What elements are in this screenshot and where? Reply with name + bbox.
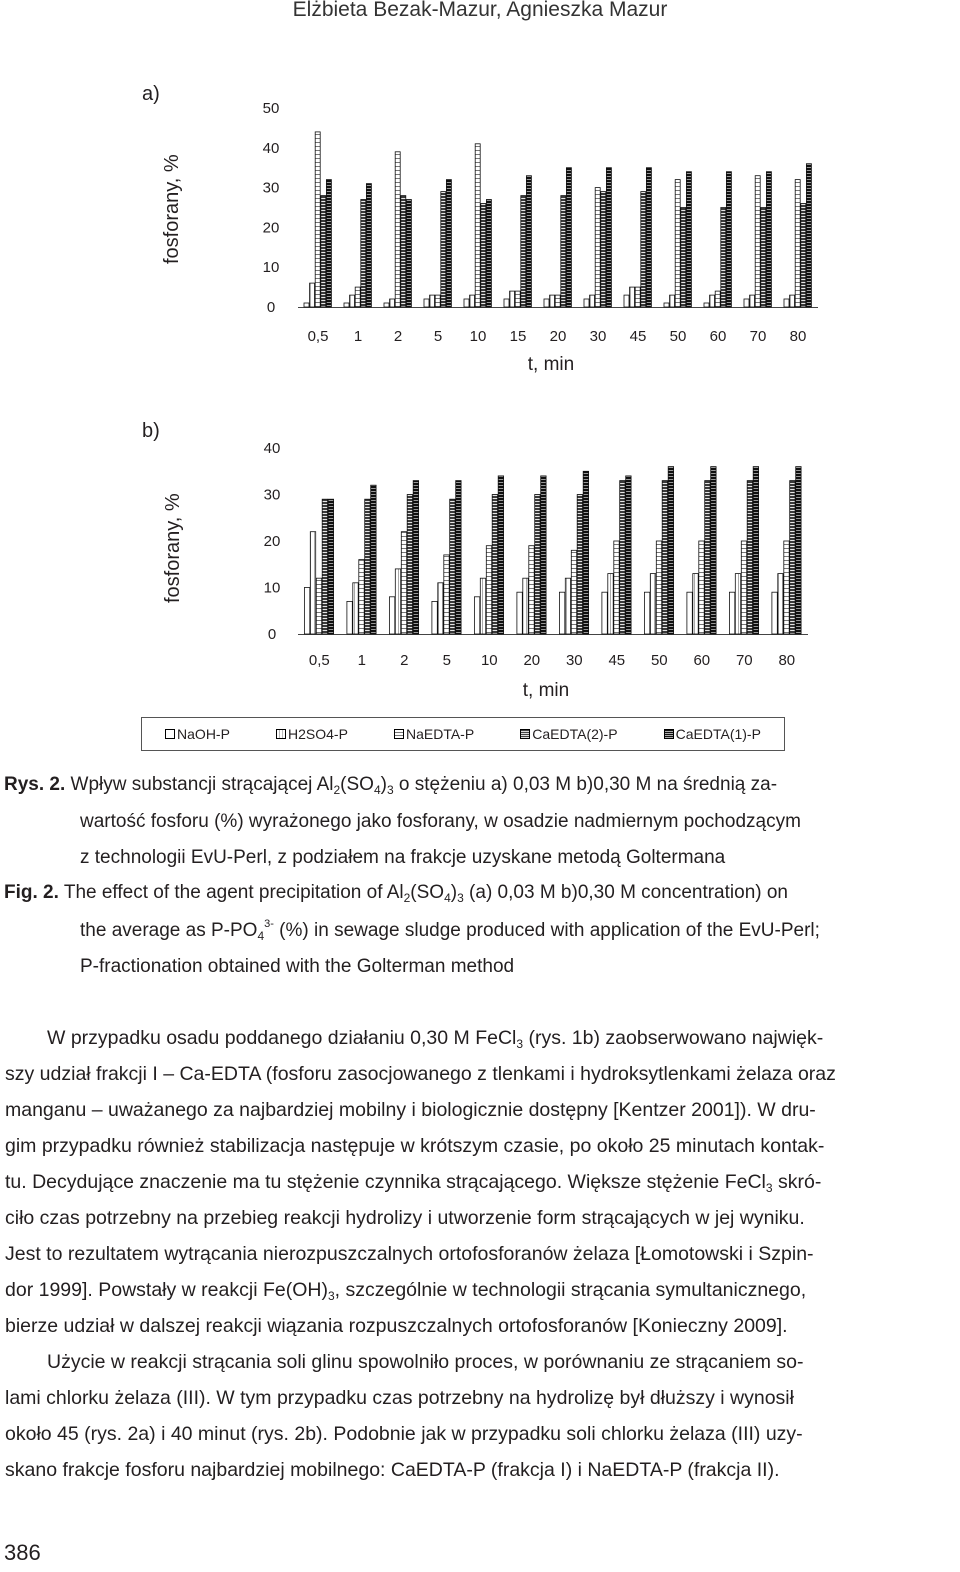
legend-swatch (276, 729, 286, 739)
bar-caedta-2-p (535, 495, 540, 635)
caption-en-line-3: P-fractionation obtained with the Golterman method (80, 956, 515, 977)
bar-naoh-p (347, 601, 352, 634)
legend-swatch (664, 729, 674, 739)
bar-naedta-p (614, 541, 619, 634)
bar-caedta-1-p (686, 172, 691, 307)
body-p1-line-8 (5, 1281, 955, 1301)
legend-swatch (520, 729, 530, 739)
bar-naedta-p (316, 578, 321, 634)
x-axis-title: t, min (527, 354, 575, 375)
legend-label: NaOH-P (177, 726, 230, 742)
bar-naoh-p (729, 592, 734, 634)
caption-text: Wpływ substancji strącającej Al (70, 774, 334, 795)
bar-naoh-p (704, 303, 709, 307)
bar-naoh-p (772, 592, 777, 634)
bar-h2so4-p (630, 287, 635, 307)
caption-superscript: 3- (264, 918, 274, 930)
page-number: 386 (4, 1540, 41, 1565)
bar-caedta-1-p (796, 467, 801, 634)
bar-naedta-p (635, 287, 640, 307)
bar-caedta-2-p (407, 495, 412, 635)
body-text: (rys. 1b) zaobserwowano najwięk- (523, 1027, 824, 1049)
bar-caedta-1-p (366, 184, 371, 307)
bar-h2so4-p (353, 583, 358, 634)
x-tick-label: 15 (509, 328, 527, 345)
bar-naedta-p (784, 541, 789, 634)
bar-h2so4-p (550, 295, 555, 307)
body-p2-line-1: Użycie w reakcji strącania soli glinu spowolniło proces, w porównaniu ze strącaniem so- (47, 1351, 804, 1373)
y-tick-label: 30 (263, 486, 281, 504)
caption-text: (%) in sewage sludge produced with application of the EvU-Perl; (273, 920, 820, 941)
bar-caedta-1-p (626, 476, 631, 634)
bar-naoh-p (517, 592, 522, 634)
bar-h2so4-p (590, 295, 595, 307)
bar-caedta-1-p (668, 467, 673, 634)
bar-caedta-2-p (721, 208, 726, 308)
y-tick-label: 0 (266, 299, 276, 316)
body-text: W przypadku osadu poddanego działaniu 0,30 M FeCl (47, 1027, 517, 1049)
bar-naedta-p (315, 132, 320, 307)
x-tick-label: 50 (669, 328, 687, 345)
legend-label: H2SO4-P (288, 726, 348, 742)
bar-caedta-2-p (790, 481, 795, 634)
caption-pl-line-2: wartość fosforu (%) wyrażonego jako fosforany, w osadzie nadmiernym pochodzącym (80, 811, 801, 832)
body-p2-line-2: lami chlorku żelaza (III). W tym przypadku czas potrzebny na hydrolizę był dłuższy i wynosił (5, 1387, 794, 1409)
chart-legend (141, 717, 785, 751)
x-axis-title: t, min (522, 680, 570, 701)
bar-caedta-2-p (761, 208, 766, 308)
bar-h2so4-p (438, 583, 443, 634)
bar-caedta-1-p (326, 180, 331, 307)
caption-text: (SO (410, 882, 445, 903)
body-text: tu. Decydujące znaczenie ma tu stężenie czynnika strącającego. Większe stężenie FeCl (5, 1171, 766, 1193)
y-tick-label: 0 (267, 626, 277, 643)
body-text: dor 1999]. Powstały w reakcji Fe(OH) (5, 1279, 328, 1301)
bar-caedta-1-p (446, 180, 451, 307)
body-subscript: 3 (327, 1289, 335, 1303)
bar-caedta-1-p (806, 164, 811, 307)
x-tick-label: 45 (608, 652, 626, 669)
x-tick-label: 70 (749, 328, 767, 345)
x-tick-label: 10 (469, 328, 487, 345)
caption-text: ) (450, 882, 458, 903)
caption-text: o stężeniu a) 0,03 M b)0,30 M na średnią za- (393, 774, 778, 795)
x-tick-label: 80 (778, 652, 796, 669)
bar-caedta-2-p (321, 196, 326, 307)
bar-caedta-1-p (726, 172, 731, 307)
bar-h2so4-p (523, 578, 528, 634)
bar-caedta-2-p (361, 200, 366, 308)
legend-label: CaEDTA(2)-P (532, 726, 618, 742)
bar-h2so4-p (650, 574, 655, 634)
bar-naedta-p (401, 532, 406, 634)
bar-h2so4-p (693, 574, 698, 634)
bar-caedta-1-p (753, 467, 758, 634)
x-tick-label: 20 (523, 652, 541, 669)
x-tick-label: 30 (565, 652, 583, 669)
panel-a-y-axis-label: fosforany, % (161, 154, 183, 264)
bar-h2so4-p (390, 299, 395, 307)
bar-naedta-p (475, 144, 480, 307)
caption-pl-line-3: z technologii EvU-Perl, z podziałem na frakcje uzyskane metodą Goltermana (80, 847, 726, 868)
bar-h2so4-p (565, 578, 570, 634)
body-p2-line-3: około 45 (rys. 2a) i 40 minut (rys. 2b). Podobnie jak w przypadku soli chlorku żelaza (III) uzy- (5, 1423, 803, 1445)
bar-caedta-2-p (481, 204, 486, 308)
bar-caedta-2-p (641, 192, 646, 307)
bar-naoh-p (432, 601, 437, 634)
bar-caedta-2-p (681, 208, 686, 308)
body-p1-line-3: manganu – uważanego za najbardziej mobilny i biologicznie dostępny [Kentzer 2001]). W dru- (5, 1099, 816, 1121)
bar-caedta-2-p (365, 499, 370, 634)
body-p1-line-2: szy udział frakcji I – Ca-EDTA (fosforu zasocjowanego z tlenkami i hydroksytlenkami żelaza oraz (5, 1063, 836, 1085)
bar-caedta-1-p (526, 176, 531, 307)
bar-caedta-1-p (711, 467, 716, 634)
bar-caedta-1-p (566, 168, 571, 307)
body-p1-line-5 (5, 1173, 955, 1193)
bar-naedta-p (675, 180, 680, 307)
chart-b (0, 390, 960, 710)
bar-naoh-p (504, 299, 509, 307)
running-header: Elżbieta Bezak-Mazur, Agnieszka Mazur (292, 0, 668, 21)
bar-caedta-2-p (601, 192, 606, 307)
y-tick-label: 10 (262, 259, 280, 277)
bar-caedta-2-p (662, 481, 667, 634)
body-text: skró- (772, 1171, 822, 1193)
bar-h2so4-p (395, 569, 400, 634)
bar-naoh-p (584, 299, 589, 307)
x-tick-label: 70 (735, 652, 753, 669)
bar-caedta-2-p (322, 499, 327, 634)
y-tick-label: 40 (263, 440, 281, 457)
panel-b-label: b) (142, 420, 160, 442)
legend-item-naoh (165, 726, 230, 742)
legend-label: CaEDTA(1)-P (675, 726, 761, 742)
caption-subscript: 4 (444, 891, 451, 905)
caption-pl-label: Rys. 2. (4, 774, 66, 795)
x-tick-label: 60 (709, 328, 727, 345)
bar-h2so4-p (480, 578, 485, 634)
x-tick-label: 10 (480, 652, 498, 669)
caption-pl-line-1 (4, 774, 778, 797)
legend-item-h2so4 (276, 726, 348, 742)
bar-naedta-p (699, 541, 704, 634)
bar-naedta-p (741, 541, 746, 634)
bar-h2so4-p (790, 295, 795, 307)
caption-text: ) (380, 774, 387, 795)
body-p2-line-4: skano frakcje fosforu najbardziej mobilnego: CaEDTA-P (frakcja I) i NaEDTA-P (frakcja II). (5, 1459, 780, 1481)
bar-caedta-1-p (498, 476, 503, 634)
body-subscript: 3 (765, 1181, 773, 1195)
bar-naedta-p (715, 291, 720, 307)
bar-caedta-2-p (620, 481, 625, 634)
body-subscript: 3 (516, 1037, 524, 1051)
body-text: , szczególnie w technologii strącania symultanicznego, (334, 1279, 807, 1301)
bar-naedta-p (444, 555, 449, 634)
bar-h2so4-p (710, 295, 715, 307)
y-tick-label: 20 (263, 533, 281, 550)
bar-naedta-p (486, 546, 491, 634)
caption-en-line-2 (80, 918, 820, 943)
caption-en-line-1 (4, 882, 788, 905)
bar-h2so4-p (608, 574, 613, 634)
bar-naoh-p (344, 303, 349, 307)
bar-caedta-2-p (450, 499, 455, 634)
bar-caedta-2-p (401, 196, 406, 307)
bar-h2so4-p (670, 295, 675, 307)
bar-caedta-2-p (801, 204, 806, 308)
bar-h2so4-p (310, 283, 315, 307)
bar-caedta-1-p (371, 485, 376, 634)
bar-caedta-2-p (705, 481, 710, 634)
bar-naoh-p (624, 295, 629, 307)
legend-label: NaEDTA-P (405, 726, 475, 742)
x-tick-label: 30 (589, 328, 607, 345)
bar-naoh-p (602, 592, 607, 634)
bar-h2so4-p (350, 295, 355, 307)
bar-h2so4-p (310, 532, 315, 634)
bar-caedta-2-p (492, 495, 497, 635)
bar-naoh-p (644, 592, 649, 634)
chart-a (0, 0, 960, 390)
bar-naoh-p (664, 303, 669, 307)
bar-naedta-p (355, 287, 360, 307)
caption-text: (SO (340, 774, 374, 795)
bar-caedta-2-p (441, 192, 446, 307)
x-tick-label: 0,5 (307, 328, 329, 345)
x-tick-label: 0,5 (308, 652, 330, 669)
caption-text: The effect of the agent precipitation of Al (63, 882, 404, 903)
caption-subscript: 3 (457, 891, 464, 905)
caption-subscript: 4 (373, 783, 381, 797)
bar-h2so4-p (430, 295, 435, 307)
bar-caedta-2-p (521, 196, 526, 307)
bar-caedta-1-p (328, 499, 333, 634)
bar-naoh-p (424, 299, 429, 307)
x-tick-label: 20 (549, 328, 567, 345)
y-tick-label: 10 (263, 579, 281, 597)
bar-h2so4-p (735, 574, 740, 634)
bar-naedta-p (555, 295, 560, 307)
bar-naoh-p (474, 597, 479, 634)
x-tick-label: 5 (433, 328, 443, 345)
y-tick-label: 50 (262, 100, 280, 117)
bar-naoh-p (304, 303, 309, 307)
bar-caedta-1-p (456, 481, 461, 634)
body-p1-line-9: bierze udział w dalszej reakcji wiązania rozpuszczalnych ortofosforanów [Konieczny 2009]. (5, 1315, 788, 1337)
bar-caedta-1-p (486, 200, 491, 308)
body-p1-line-1 (47, 1029, 955, 1049)
x-tick-label: 80 (789, 328, 807, 345)
bar-naoh-p (464, 299, 469, 307)
x-tick-label: 45 (629, 328, 647, 345)
caption-en-label: Fig. 2. (4, 882, 59, 903)
body-p1-line-6: ciło czas potrzebny na przebieg reakcji hydrolizy i utworzenie form strącających w jej wyniku. (5, 1207, 805, 1229)
bar-h2so4-p (778, 574, 783, 634)
legend-item-caedta1 (664, 726, 761, 742)
bar-naedta-p (515, 291, 520, 307)
bar-caedta-1-p (413, 481, 418, 634)
bar-naoh-p (784, 299, 789, 307)
x-tick-label: 1 (353, 328, 363, 345)
y-tick-label: 20 (262, 219, 280, 237)
body-p1-line-4: gim przypadku również stabilizacja następuje w krótszym czasie, po około 25 minutach kontak- (5, 1135, 825, 1157)
caption-subscript: 4 (257, 929, 265, 943)
caption-text: (a) 0,03 M b)0,30 M concentration) on (463, 882, 788, 903)
caption-text: the average as P-PO (80, 920, 258, 941)
caption-subscript: 2 (403, 891, 411, 905)
legend-item-naedta (394, 726, 474, 742)
bar-caedta-1-p (606, 168, 611, 307)
x-tick-label: 2 (400, 652, 409, 669)
panel-a-label: a) (142, 83, 160, 105)
bar-caedta-1-p (583, 471, 588, 634)
bar-caedta-1-p (541, 476, 546, 634)
legend-swatch (165, 729, 175, 739)
caption-subscript: 2 (333, 783, 341, 797)
bar-naoh-p (384, 303, 389, 307)
x-tick-label: 2 (393, 328, 403, 345)
bar-naedta-p (529, 546, 534, 634)
bar-h2so4-p (750, 295, 755, 307)
bar-naedta-p (395, 152, 400, 307)
bar-h2so4-p (510, 291, 515, 307)
legend-item-caedta2 (520, 726, 617, 742)
bar-naedta-p (595, 188, 600, 307)
bar-h2so4-p (470, 295, 475, 307)
body-p1-line-7: Jest to rezultatem wytrącania nierozpuszczalnych ortofosforanów żelaza [Łomotowski i Szpin- (5, 1243, 814, 1265)
bar-naoh-p (544, 299, 549, 307)
y-tick-label: 40 (262, 139, 280, 157)
bar-naoh-p (389, 597, 394, 634)
legend-swatch (394, 729, 404, 739)
x-tick-label: 5 (442, 652, 451, 669)
bar-naedta-p (656, 541, 661, 634)
x-tick-label: 50 (650, 652, 668, 669)
bar-naedta-p (795, 180, 800, 307)
y-tick-label: 30 (262, 179, 280, 197)
x-tick-label: 1 (357, 652, 366, 669)
bar-naedta-p (435, 295, 440, 307)
bar-caedta-1-p (406, 200, 411, 308)
bar-naoh-p (744, 299, 749, 307)
bar-caedta-2-p (561, 196, 566, 307)
bar-caedta-1-p (766, 172, 771, 307)
bar-naedta-p (571, 550, 576, 634)
bar-naoh-p (304, 588, 309, 635)
panel-b-y-axis-label: fosforany, % (162, 493, 184, 603)
caption-subscript: 3 (386, 783, 394, 797)
bar-naedta-p (755, 176, 760, 307)
bar-caedta-2-p (577, 495, 582, 635)
x-tick-label: 60 (693, 652, 711, 669)
bar-caedta-2-p (747, 481, 752, 634)
bar-naoh-p (687, 592, 692, 634)
bar-naoh-p (559, 592, 564, 634)
bar-naedta-p (359, 560, 364, 634)
bar-caedta-1-p (646, 168, 651, 307)
